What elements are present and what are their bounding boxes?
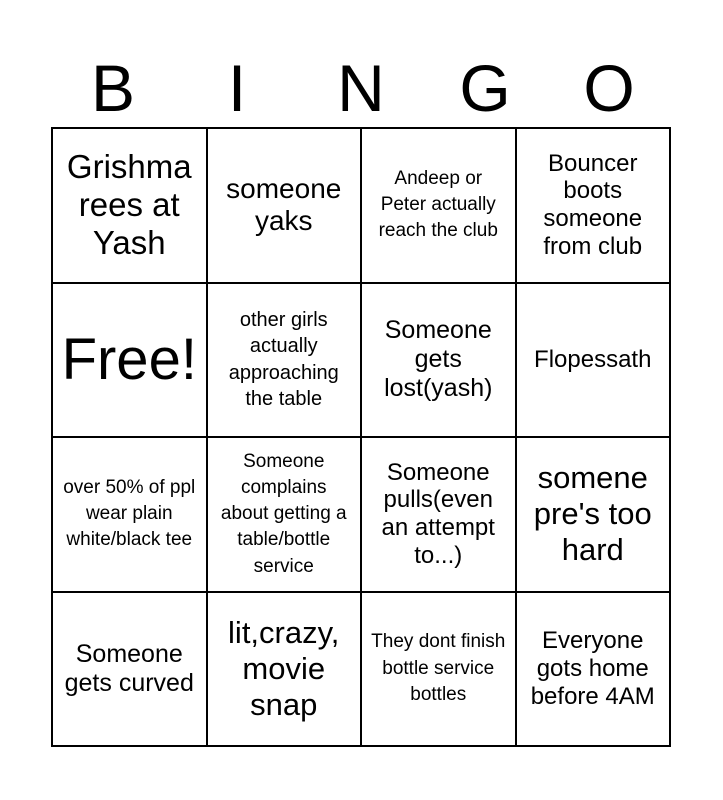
cell-text: over 50% of ppl wear plain white/black tee <box>63 476 196 551</box>
bingo-cell[interactable] <box>516 283 671 438</box>
bingo-cell[interactable] <box>516 592 671 747</box>
free-space-text: Free! <box>61 326 197 392</box>
bingo-cell[interactable] <box>361 592 516 747</box>
cell-text: Someone pulls(even an attempt to...) <box>381 458 495 570</box>
cell-text: lit,crazy, movie snap <box>228 614 340 722</box>
bingo-cell[interactable] <box>361 128 516 283</box>
free-space-cell[interactable] <box>52 283 207 438</box>
cell-text: other girls actually approaching the table <box>228 308 339 411</box>
cell-text: Everyone gots home before 4AM <box>530 627 655 710</box>
cell-text: Someone gets lost(yash) <box>384 316 493 403</box>
cell-text: Someone complains about getting a table/bottle service <box>220 450 347 577</box>
bingo-cell[interactable] <box>52 437 207 592</box>
bingo-cell[interactable] <box>361 437 516 592</box>
cell-text: They dont finish bottle service bottles <box>371 631 506 705</box>
bingo-cell[interactable] <box>52 128 207 283</box>
cell-text: someone yaks <box>226 172 342 237</box>
cell-text: Flopessath <box>534 345 652 373</box>
bingo-grid <box>51 127 671 747</box>
header-letter-i: I <box>227 51 247 125</box>
header-letter-g: G <box>459 51 511 125</box>
bingo-cell[interactable] <box>207 283 362 438</box>
cell-text: Andeep or Peter actually reach the club <box>378 167 498 242</box>
bingo-cell[interactable] <box>516 437 671 592</box>
bingo-cell[interactable] <box>207 592 362 747</box>
cell-text: Grishma rees at Yash <box>66 147 192 262</box>
cell-text: somene pre's too hard <box>533 460 652 568</box>
cell-text: Someone gets curved <box>64 639 194 697</box>
bingo-header <box>51 48 671 128</box>
bingo-cell[interactable] <box>207 128 362 283</box>
bingo-cell[interactable] <box>361 283 516 438</box>
header-letter-o: O <box>583 51 635 125</box>
header-letter-b: B <box>90 51 136 125</box>
bingo-cell[interactable] <box>516 128 671 283</box>
cell-text: Bouncer boots someone from club <box>543 149 643 261</box>
header-letter-n: N <box>337 51 385 125</box>
bingo-cell[interactable] <box>52 592 207 747</box>
bingo-cell[interactable] <box>207 437 362 592</box>
